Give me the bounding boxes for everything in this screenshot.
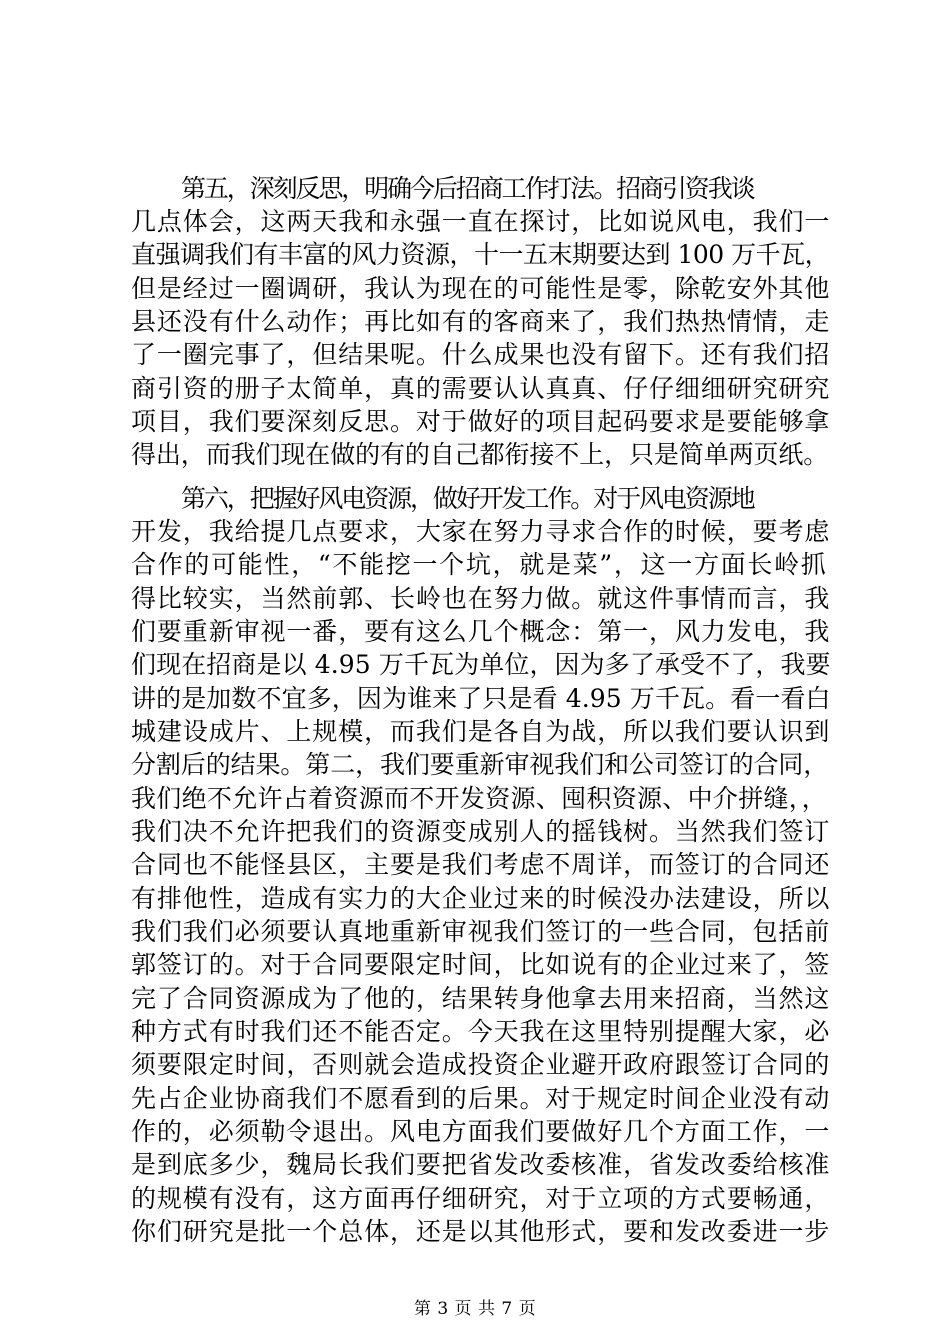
text-line: 城建设成片、上规模，而我们是各自为战，所以我们要认识到 (131, 717, 831, 746)
text-line: 第六，把握好风电资源，做好开发工作。对于风电资源地 (181, 484, 754, 513)
text-line: 商引资的册子太简单，真的需要认认真真、仔仔细细研究研究 (131, 374, 831, 403)
text-line: 合同也不能怪县区，主要是我们考虑不周详，而签订的合同还 (131, 850, 831, 879)
text-line: 们要重新审视一番，要有这么几个概念：第一，风力发电，我 (131, 617, 831, 646)
text-line: 们现在招商是以 4.95 万千瓦为单位，因为多了承受不了，我要 (131, 650, 831, 679)
text-line: 我们我们必须要认真地重新审视我们签订的一些合同，包括前 (131, 917, 831, 946)
text-line: 先占企业协商我们不愿看到的后果。对于规定时间企业没有动 (131, 1084, 831, 1113)
text-line: 作的，必须勒令退出。风电方面我们要做好几个方面工作，一 (131, 1117, 831, 1146)
text-line: 县还没有什么动作；再比如有的客商来了，我们热热情情，走 (131, 307, 831, 336)
text-line: 种方式有时我们还不能否定。今天我在这里特别提醒大家，必 (131, 1017, 831, 1046)
text-line: 我们绝不允许占着资源而不开发资源、囤积资源、中介拼缝，， (131, 784, 827, 813)
page-number-footer: 第 3 页 共 7 页 (413, 1299, 537, 1319)
text-line: 有排他性，造成有实力的大企业过来的时候没办法建设，所以 (131, 884, 831, 913)
text-line: 我们决不允许把我们的资源变成别人的摇钱树。当然我们签订 (131, 817, 831, 846)
text-line: 几点体会，这两天我和永强一直在探讨，比如说风电，我们一 (131, 207, 831, 236)
text-line: 得出，而我们现在做的有的自己都衔接不上，只是简单两页纸。 (131, 440, 829, 469)
text-line: 了一圈完事了，但结果呢。什么成果也没有留下。还有我们招 (131, 340, 831, 369)
text-line: 是到底多少，魏局长我们要把省发改委核准，省发改委给核准 (131, 1150, 831, 1179)
text-line: 直强调我们有丰富的风力资源，十一五末期要达到 100 万千瓦， (131, 240, 830, 269)
text-line: 你们研究是批一个总体，还是以其他形式，要和发改委进一步 (131, 1217, 831, 1246)
text-line: 分割后的结果。第二，我们要重新审视我们和公司签订的合同， (131, 750, 829, 779)
text-line: 但是经过一圈调研，我认为现在的可能性是零，除乾安外其他 (131, 274, 831, 303)
text-line: 完了合同资源成为了他的，结果转身他拿去用来招商，当然这 (131, 984, 831, 1013)
text-line: 的规模有没有，这方面再仔细研究，对于立项的方式要畅通， (131, 1184, 831, 1213)
text-line: 合作的可能性，“不能挖一个坑，就是菜”，这一方面长岭抓 (131, 550, 828, 579)
text-line: 第五，深刻反思，明确今后招商工作打法。招商引资我谈 (181, 174, 754, 203)
text-line: 得比较实，当然前郭、长岭也在努力做。就这件事情而言，我 (131, 584, 831, 613)
text-line: 项目，我们要深刻反思。对于做好的项目起码要求是要能够拿 (131, 407, 831, 436)
text-line: 郭签订的。对于合同要限定时间，比如说有的企业过来了，签 (131, 950, 831, 979)
text-line: 讲的是加数不宜多，因为谁来了只是看 4.95 万千瓦。看一看白 (131, 684, 831, 713)
text-line: 须要限定时间，否则就会造成投资企业避开政府跟签订合同的 (131, 1050, 831, 1079)
text-line: 开发，我给提几点要求，大家在努力寻求合作的时候，要考虑 (131, 517, 831, 546)
